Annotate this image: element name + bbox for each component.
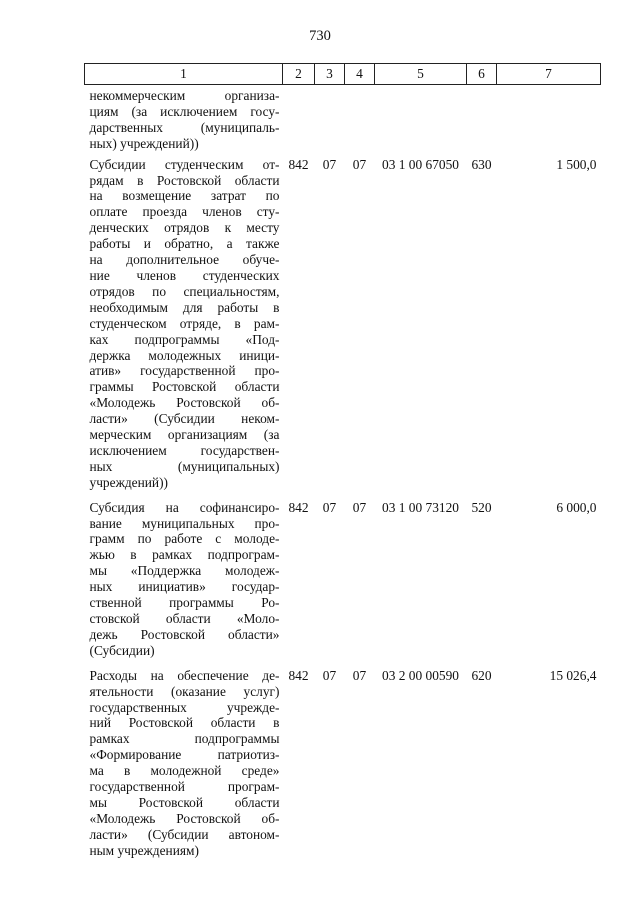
- desc-line: ных) учреждений)): [89, 135, 199, 151]
- desc-line: грамм по работе с молоде-: [89, 531, 280, 547]
- amount: 6 000,0: [556, 499, 597, 515]
- desc-line: вание муниципальных про-: [89, 515, 280, 531]
- desc-line: некоммерческим организа-: [89, 88, 280, 103]
- row-description: [85, 663, 283, 863]
- desc-line: циям (за исключением госу-: [89, 103, 280, 119]
- expense-type-code: 520: [471, 499, 492, 515]
- table-row: [85, 495, 601, 663]
- target-item-code: 03 1 00 67050: [382, 156, 459, 172]
- desc-line: ние членов студенческих: [89, 267, 280, 283]
- header-col-1: 1: [85, 64, 283, 85]
- desc-line: исключением государствен-: [89, 442, 280, 458]
- desc-line: на дополнительное обуче-: [89, 252, 280, 268]
- continuation-description: [85, 85, 283, 152]
- ministry-code: 842: [288, 499, 309, 515]
- desc-line: ний Ростовской области в: [89, 715, 280, 731]
- desc-line: денческих отрядов к месту: [89, 220, 280, 236]
- header-col-2: 2: [283, 64, 315, 85]
- desc-line: Субсидии студенческим от-: [89, 156, 280, 172]
- desc-line: дежь Ростовской области»: [89, 626, 280, 642]
- desc-line: ятельности (оказание услуг): [89, 683, 280, 699]
- desc-line: мы «Поддержка молодеж-: [89, 563, 280, 579]
- table-header-row: [85, 64, 601, 85]
- desc-line: государственной програм-: [89, 779, 280, 795]
- ministry-code: 842: [288, 667, 309, 683]
- desc-line: мерческим организациям (за: [89, 427, 280, 443]
- desc-line: оплате проезда членов сту-: [89, 204, 280, 220]
- desc-line: держка молодежных иници-: [89, 347, 280, 363]
- table-row: [85, 663, 601, 863]
- table-row: [85, 152, 601, 495]
- page-number: 730: [309, 28, 331, 44]
- desc-line: ных инициатив» государ-: [89, 579, 280, 595]
- desc-line: (Субсидии): [89, 642, 155, 658]
- ministry-code: 842: [288, 156, 309, 172]
- desc-line: «Формирование патриотиз-: [89, 747, 280, 763]
- row-description: [85, 495, 283, 663]
- subsection-code: 07: [352, 499, 367, 515]
- desc-line: дарственных (муниципаль-: [89, 119, 280, 135]
- target-item-code: 03 2 00 00590: [382, 667, 459, 683]
- expense-type-code: 630: [471, 156, 492, 172]
- header-col-3: 3: [315, 64, 345, 85]
- row-description: [85, 152, 283, 495]
- header-col-6: 6: [467, 64, 497, 85]
- section-code: 07: [322, 156, 337, 172]
- desc-line: «Молодежь Ростовской об-: [89, 395, 280, 411]
- desc-line: на возмещение затрат по: [89, 188, 280, 204]
- amount: 1 500,0: [556, 156, 597, 172]
- continuation-row: [85, 85, 601, 152]
- desc-line: работы и обратно, а также: [89, 236, 280, 252]
- amount: 15 026,4: [549, 667, 597, 683]
- section-code: 07: [322, 667, 337, 683]
- desc-line: рамках подпрограммы: [89, 731, 280, 747]
- desc-line: ным учреждениям): [89, 842, 199, 858]
- desc-line: студенческом отряде, в рам-: [89, 315, 280, 331]
- desc-line: рядам в Ростовской области: [89, 172, 280, 188]
- desc-line: мы Ростовской области: [89, 794, 280, 810]
- expense-type-code: 620: [471, 667, 492, 683]
- desc-line: учреждений)): [89, 474, 168, 490]
- desc-line: ных (муниципальных): [89, 458, 280, 474]
- subsection-code: 07: [352, 156, 367, 172]
- desc-line: ласти» (Субсидии неком-: [89, 411, 280, 427]
- header-col-5: 5: [375, 64, 467, 85]
- desc-line: граммы Ростовской области: [89, 379, 280, 395]
- section-code: 07: [322, 499, 337, 515]
- desc-line: ма в молодежной среде»: [89, 763, 280, 779]
- desc-line: стовской области «Моло-: [89, 611, 280, 626]
- subsection-code: 07: [352, 667, 367, 683]
- desc-line: Расходы на обеспечение де-: [89, 667, 280, 683]
- desc-line: атив» государственной про-: [89, 363, 280, 379]
- target-item-code: 03 1 00 73120: [382, 499, 459, 515]
- desc-line: ласти» (Субсидии автоном-: [89, 826, 280, 842]
- desc-line: ственной программы Ро-: [89, 595, 280, 611]
- budget-table: [84, 63, 601, 863]
- header-col-4: 4: [345, 64, 375, 85]
- desc-line: необходимым для работы в: [89, 299, 280, 315]
- desc-line: Субсидия на софинансиро-: [89, 499, 280, 515]
- desc-line: жью в рамках подпрограм-: [89, 547, 280, 563]
- desc-line: отрядов по специальностям,: [89, 283, 280, 299]
- header-col-7: 7: [497, 64, 601, 85]
- desc-line: государственных учрежде-: [89, 699, 280, 715]
- desc-line: ках подпрограммы «Под-: [89, 331, 280, 347]
- desc-line: «Молодежь Ростовской об-: [89, 810, 280, 826]
